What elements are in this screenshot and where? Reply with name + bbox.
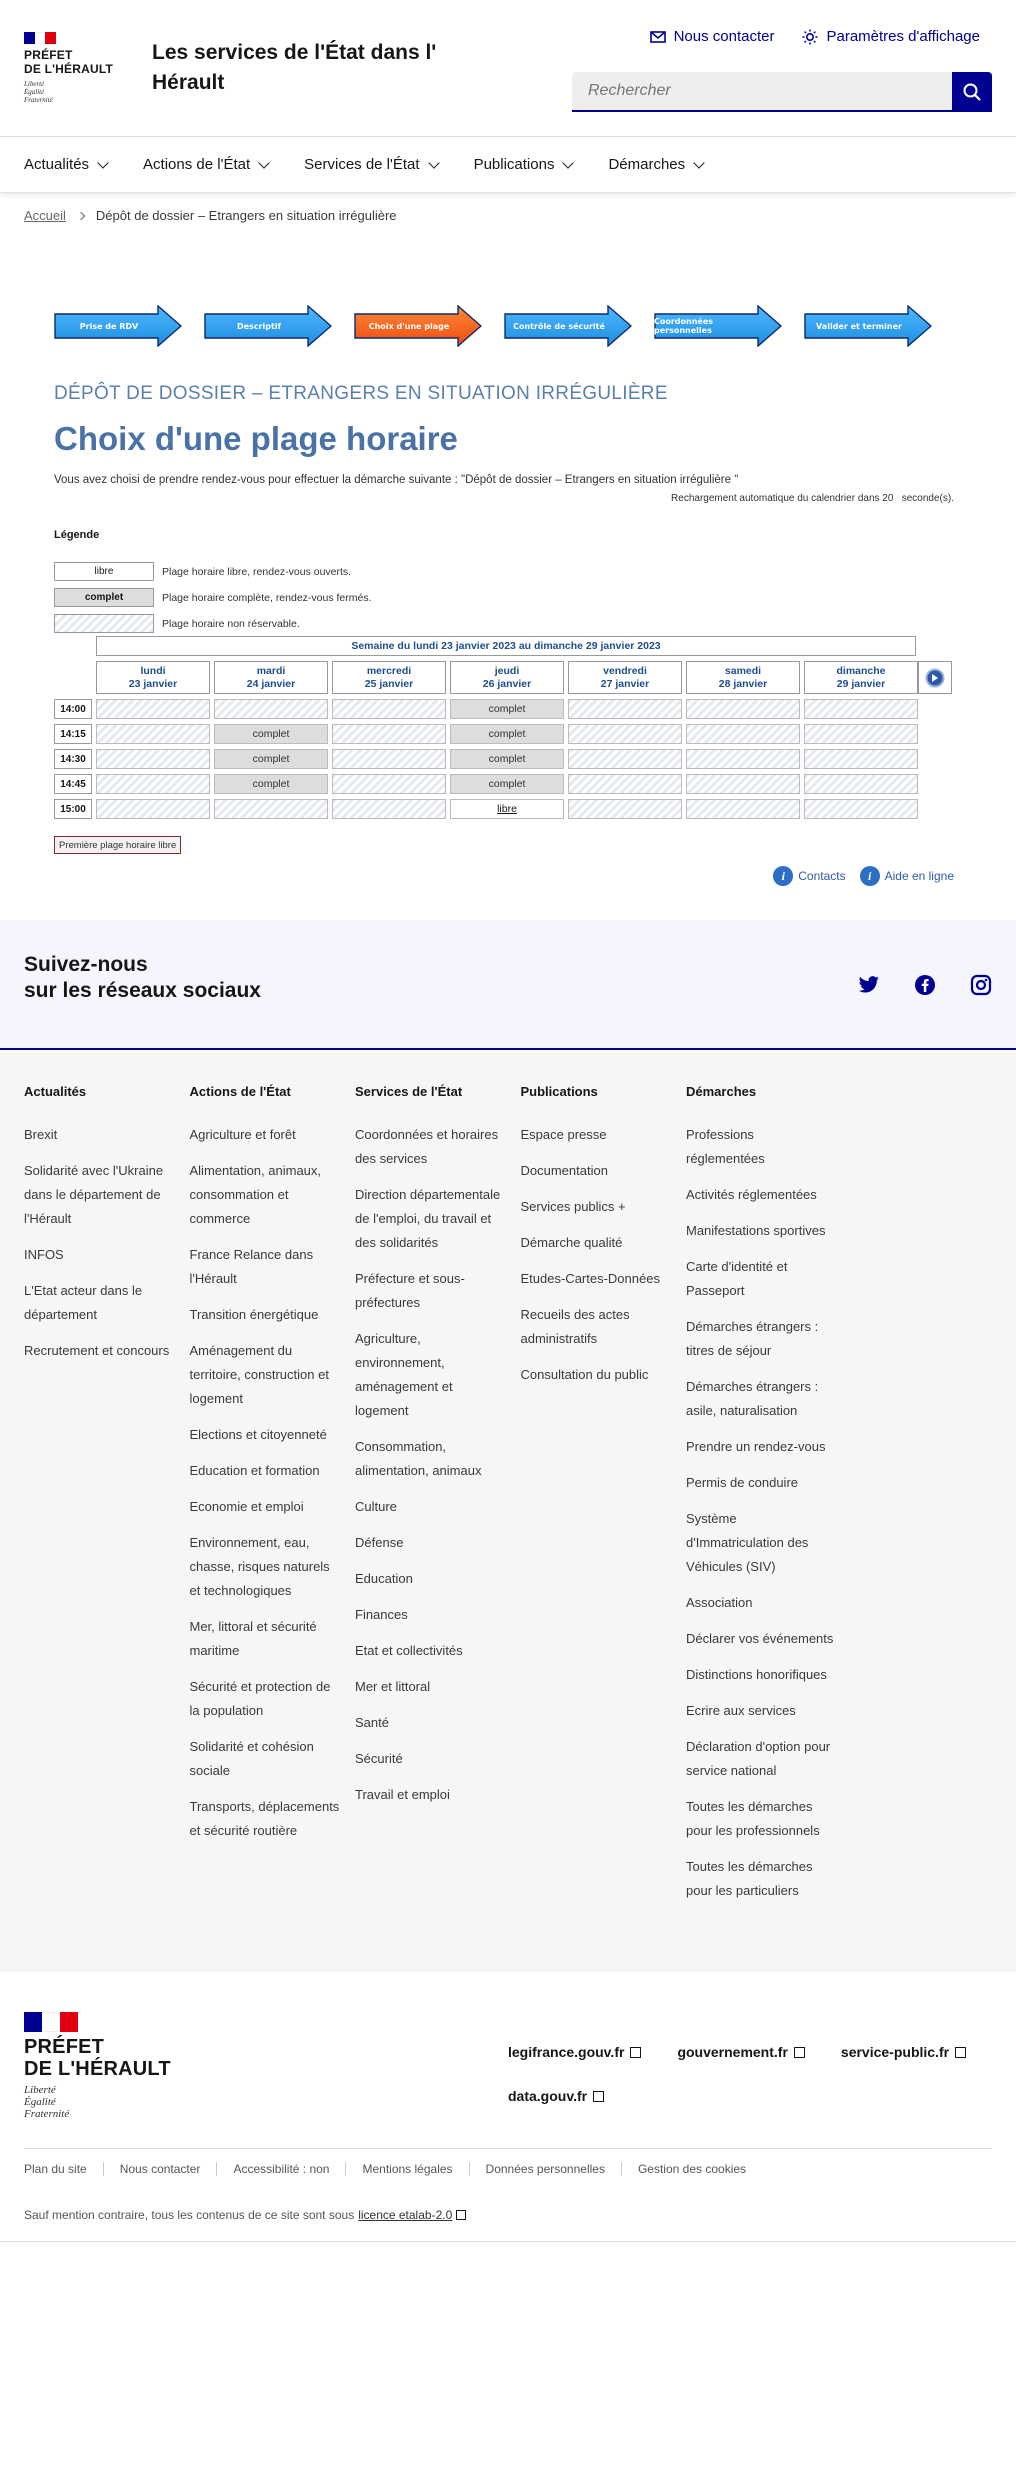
footer-link[interactable]: Solidarité et cohésion sociale — [189, 1739, 314, 1778]
slot-unavailable — [686, 749, 800, 769]
footer-link[interactable]: Système d'Immatriculation des Véhicules (SIV) — [686, 1511, 809, 1574]
mail-icon — [650, 30, 666, 44]
external-link-label: legifrance.gouv.fr — [508, 2044, 625, 2060]
nav-item-0[interactable] — [24, 156, 107, 173]
day-date: 29 janvier — [836, 678, 886, 690]
footer-link[interactable]: Transports, déplacements et sécurité routière — [189, 1799, 340, 1838]
chevron-down-icon — [693, 157, 704, 168]
footer-link[interactable]: Coordonnées et horaires des services — [355, 1127, 499, 1166]
footer-link[interactable]: Manifestations sportives — [686, 1223, 826, 1238]
chevron-down-icon — [258, 157, 269, 168]
main-nav — [0, 137, 1016, 193]
footer-bottom-link[interactable]: Données personnelles — [469, 2162, 621, 2176]
external-link-icon — [955, 2047, 966, 2058]
footer-link[interactable]: Transition énergétique — [189, 1307, 319, 1322]
prefet-logo[interactable] — [24, 32, 120, 104]
intro-text: Vous avez choisi de prendre rendez-vous pour effectuer la démarche suivante : "Dépôt de dossier – Etrangers en situation irrégulière " — [54, 474, 739, 486]
external-link-label: service-public.fr — [840, 2044, 950, 2060]
slot-unavailable — [568, 724, 682, 744]
online-help-link[interactable] — [860, 866, 954, 886]
time-label: 14:45 — [54, 774, 92, 794]
footer-link[interactable]: Mer et littoral — [355, 1679, 431, 1694]
footer-column-title: Actualités — [24, 1084, 87, 1099]
day-name: mercredi — [366, 665, 412, 677]
nav-item-1[interactable] — [143, 156, 268, 173]
footer-link-list — [686, 1123, 836, 1903]
sun-icon — [802, 29, 818, 45]
nav-item-4[interactable] — [608, 156, 703, 173]
slot-unavailable — [214, 799, 328, 819]
footer-link[interactable]: Démarches étrangers : titres de séjour — [686, 1319, 819, 1358]
footer-link-list — [355, 1123, 505, 1807]
legend-box-free: libre — [54, 562, 154, 581]
footer-divider — [24, 2148, 992, 2149]
chevron-right-icon — [77, 211, 85, 219]
step-4 — [504, 305, 632, 347]
license-notice — [24, 2208, 466, 2222]
footer-link[interactable]: Environnement, eau, chasse, risques naturels et technologiques — [189, 1535, 330, 1598]
step-label: Prise de RDV — [79, 321, 139, 331]
twitter-icon[interactable] — [858, 974, 880, 996]
footer-link[interactable]: Recrutement et concours — [24, 1343, 170, 1358]
logo-title: PRÉFET DE L'HÉRAULT — [24, 48, 114, 76]
slot-unavailable — [332, 699, 446, 719]
day-header-dimanche — [804, 661, 918, 694]
day-header-samedi — [686, 661, 800, 694]
slot-unavailable — [96, 774, 210, 794]
footer-link[interactable]: Brexit — [24, 1127, 58, 1142]
slot-unavailable — [96, 724, 210, 744]
footer-link[interactable]: Toutes les démarches pour les particuliers — [686, 1859, 813, 1898]
republic-flag-icon — [24, 2012, 78, 2032]
footer-column-0 — [24, 1084, 174, 1375]
slot-unavailable — [686, 774, 800, 794]
slot-unavailable — [804, 724, 918, 744]
footer-bottom-link[interactable]: Mentions légales — [345, 2162, 468, 2176]
legend-row-hatch — [54, 614, 372, 633]
license-link[interactable]: licence etalab-2.0 — [358, 2208, 453, 2222]
time-label: 14:30 — [54, 749, 92, 769]
step-label: Coordonnées personnelles — [654, 317, 714, 335]
slot-full: complet — [450, 699, 564, 719]
contacts-link[interactable] — [773, 866, 845, 886]
footer-link[interactable]: Association — [686, 1595, 753, 1610]
search-bar — [572, 72, 992, 112]
site-footer — [0, 1972, 1016, 2242]
reload-notice: Rechargement automatique du calendrier dans 20 seconde(s). — [671, 493, 954, 504]
display-settings-button[interactable] — [802, 28, 980, 45]
step-5 — [654, 305, 782, 347]
breadcrumb-home[interactable]: Accueil — [24, 208, 66, 223]
footer-link[interactable]: Démarche qualité — [520, 1235, 623, 1250]
footer-link[interactable]: Education — [355, 1571, 413, 1586]
footer-nav — [0, 1052, 1016, 1972]
slot-full: complet — [214, 724, 328, 744]
day-header-jeudi — [450, 661, 564, 694]
external-link-icon — [630, 2047, 641, 2058]
footer-link[interactable]: Documentation — [520, 1163, 608, 1178]
day-name: mardi — [256, 665, 286, 677]
footer-link[interactable]: Démarches étrangers : asile, naturalisation — [686, 1379, 819, 1418]
time-label: 15:00 — [54, 799, 92, 819]
footer-link[interactable]: Toutes les démarches pour les professionnels — [686, 1799, 820, 1838]
footer-link[interactable]: Professions réglementées — [686, 1127, 765, 1166]
footer-column-3 — [521, 1084, 671, 1399]
nav-item-label: Services de l'État — [304, 156, 420, 173]
slot-unavailable — [804, 749, 918, 769]
slot-unavailable — [214, 699, 328, 719]
footer-link-list — [190, 1123, 340, 1843]
footer-link[interactable]: Déclarer vos événements — [686, 1631, 834, 1646]
step-label: Valider et terminer — [816, 321, 902, 331]
footer-link[interactable]: L'Etat acteur dans le département — [24, 1283, 143, 1322]
step-label: Choix d'une plage — [368, 321, 450, 331]
day-name: jeudi — [494, 665, 520, 677]
slot-unavailable — [332, 749, 446, 769]
external-link-label: gouvernement.fr — [677, 2044, 788, 2060]
footer-link[interactable]: Santé — [355, 1715, 389, 1730]
slot-unavailable — [332, 799, 446, 819]
footer-link[interactable]: Mer, littoral et sécurité maritime — [189, 1619, 317, 1658]
slot-full: complet — [450, 749, 564, 769]
chevron-down-icon — [428, 157, 439, 168]
footer-link[interactable]: Prendre un rendez-vous — [686, 1439, 826, 1454]
legend-title: Légende — [54, 529, 100, 541]
day-name: samedi — [724, 665, 762, 677]
footer-link[interactable]: Etat et collectivités — [355, 1643, 463, 1658]
page-title: Choix d'une plage horaire — [54, 420, 458, 457]
nav-item-label: Actualités — [24, 156, 90, 173]
external-link-icon — [456, 2210, 466, 2220]
footer-link[interactable]: Agriculture, environnement, aménagement et logement — [355, 1331, 453, 1418]
page-subtitle: DÉPÔT DE DOSSIER – ETRANGERS EN SITUATION IRRÉGULIÈRE — [54, 383, 668, 404]
footer-link[interactable]: Sécurité et protection de la population — [189, 1679, 331, 1718]
slot-unavailable — [568, 749, 682, 769]
republic-flag-icon — [24, 32, 56, 44]
footer-link[interactable]: Consultation du public — [520, 1367, 649, 1382]
footer-bottom-link[interactable]: Gestion des cookies — [621, 2162, 762, 2176]
slot-unavailable — [332, 724, 446, 744]
instagram-icon[interactable] — [970, 974, 992, 996]
footer-column-title: Démarches — [686, 1084, 757, 1099]
legend-text: Plage horaire complète, rendez-vous fermés. — [162, 591, 372, 604]
step-2 — [204, 305, 332, 347]
legend-box-hatch — [54, 614, 154, 633]
legend — [54, 562, 372, 640]
search-button[interactable] — [952, 72, 992, 112]
day-name: lundi — [140, 665, 166, 677]
footer-column-title: Services de l'État — [355, 1084, 463, 1099]
chevron-down-icon — [97, 157, 108, 168]
footer-link[interactable]: France Relance dans l'Hérault — [189, 1247, 314, 1286]
footer-link[interactable]: Culture — [355, 1499, 397, 1514]
time-label: 14:00 — [54, 699, 92, 719]
slot-full: complet — [450, 724, 564, 744]
footer-link[interactable]: Ecrire aux services — [686, 1703, 796, 1718]
slot-unavailable — [568, 699, 682, 719]
slot-unavailable — [568, 774, 682, 794]
day-date: 26 janvier — [482, 678, 532, 690]
external-link[interactable] — [841, 2044, 966, 2060]
day-name: dimanche — [836, 665, 886, 677]
external-link-label: data.gouv.fr — [508, 2088, 588, 2104]
step-label: Descriptif — [236, 321, 282, 331]
slot-full: complet — [450, 774, 564, 794]
info-icon: i — [860, 866, 880, 886]
slot-free[interactable]: libre — [450, 799, 564, 819]
day-header-mardi — [214, 661, 328, 694]
social-section — [0, 920, 1016, 1050]
slot-unavailable — [568, 799, 682, 819]
footer-link[interactable]: Elections et citoyenneté — [189, 1427, 327, 1442]
week-label: Semaine du lundi 23 janvier 2023 au dimanche 29 janvier 2023 — [96, 636, 916, 656]
footer-link[interactable]: Activités réglementées — [686, 1187, 817, 1202]
site-title[interactable]: Les services de l'État dans l' Hérault — [152, 41, 437, 94]
legend-text: Plage horaire libre, rendez-vous ouverts. — [162, 565, 352, 578]
slot-full: complet — [214, 749, 328, 769]
external-link[interactable] — [677, 2044, 804, 2060]
slot-full: complet — [214, 774, 328, 794]
day-date: 28 janvier — [718, 678, 768, 690]
slot-unavailable — [96, 799, 210, 819]
footer-link[interactable]: Agriculture et forêt — [189, 1127, 296, 1142]
slot-unavailable — [332, 774, 446, 794]
external-link-icon — [794, 2047, 805, 2058]
search-input[interactable] — [572, 72, 952, 112]
footer-link[interactable]: INFOS — [24, 1247, 64, 1262]
legend-row-full — [54, 588, 372, 607]
footer-link[interactable]: Déclaration d'option pour service national — [686, 1739, 831, 1778]
online-help-label: Aide en ligne — [884, 869, 954, 883]
footer-link[interactable]: Economie et emploi — [189, 1499, 304, 1514]
day-date: 27 janvier — [600, 678, 650, 690]
slot-unavailable — [804, 699, 918, 719]
nav-item-label: Publications — [473, 156, 555, 173]
footer-link[interactable]: Direction départementale de l'emploi, du travail et des solidarités — [355, 1187, 501, 1250]
step-1 — [54, 305, 182, 347]
legend-row-free — [54, 562, 372, 581]
step-3 — [354, 305, 482, 347]
chevron-down-icon — [563, 157, 574, 168]
footer-link[interactable]: Services publics + — [520, 1199, 626, 1214]
footer-link[interactable]: Aménagement du territoire, construction et logement — [189, 1343, 329, 1406]
footer-link[interactable]: Recueils des actes administratifs — [520, 1307, 630, 1346]
day-header-mercredi — [332, 661, 446, 694]
first-free-slot-button[interactable]: Première plage horaire libre — [54, 836, 181, 854]
legend-box-full: complet — [54, 588, 154, 607]
footer-column-title: Publications — [520, 1084, 598, 1099]
footer-column-2 — [355, 1084, 505, 1819]
footer-link[interactable]: Espace presse — [520, 1127, 607, 1142]
info-icon: i — [773, 866, 793, 886]
footer-column-title: Actions de l'État — [189, 1084, 291, 1099]
day-date: 24 janvier — [246, 678, 296, 690]
day-header-lundi — [96, 661, 210, 694]
slot-unavailable — [804, 774, 918, 794]
slot-unavailable — [96, 699, 210, 719]
next-week-button[interactable] — [918, 661, 952, 694]
nav-item-2[interactable] — [304, 156, 437, 173]
external-links — [508, 2044, 998, 2104]
contacts-label: Contacts — [798, 869, 846, 883]
day-header-vendredi — [568, 661, 682, 694]
footer-column-1 — [190, 1084, 340, 1855]
step-6 — [804, 305, 932, 347]
footer-column-4 — [686, 1084, 836, 1915]
day-name: vendredi — [603, 665, 647, 677]
footer-bottom-link[interactable]: Nous contacter — [103, 2162, 217, 2176]
nav-item-3[interactable] — [474, 156, 573, 173]
process-steps — [54, 305, 932, 347]
day-date: 23 janvier — [128, 678, 178, 690]
footer-link[interactable]: Sécurité — [355, 1751, 403, 1766]
footer-link[interactable]: Permis de conduire — [686, 1475, 798, 1490]
display-settings-label: Paramètres d'affichage — [826, 28, 980, 45]
day-date: 25 janvier — [364, 678, 414, 690]
slot-unavailable — [686, 799, 800, 819]
external-link-icon — [593, 2091, 604, 2102]
footer-link[interactable]: Défense — [355, 1535, 404, 1550]
slot-unavailable — [804, 799, 918, 819]
footer-bottom-link[interactable]: Plan du site — [24, 2162, 87, 2176]
legend-text: Plage horaire non réservable. — [162, 617, 300, 630]
arrow-right-icon — [925, 668, 945, 688]
footer-bottom-links — [24, 2162, 762, 2176]
step-label: Contrôle de sécurité — [513, 321, 605, 331]
breadcrumb-current: Dépôt de dossier – Etrangers en situation irrégulière — [95, 208, 397, 223]
slot-unavailable — [96, 749, 210, 769]
footer-link[interactable]: Carte d'identité et Passeport — [686, 1259, 788, 1298]
footer-link[interactable]: Solidarité avec l'Ukraine dans le département de l'Hérault — [24, 1163, 164, 1226]
footer-bottom-link[interactable]: Accessibilité : non — [216, 2162, 345, 2176]
slot-unavailable — [686, 699, 800, 719]
footer-link[interactable]: Travail et emploi — [355, 1787, 450, 1802]
contact-link[interactable] — [650, 28, 775, 45]
footer-link[interactable]: Alimentation, animaux, consommation et commerce — [189, 1163, 322, 1226]
nav-item-label: Actions de l'État — [143, 156, 251, 173]
footer-link-list — [521, 1123, 671, 1387]
footer-logo[interactable] — [24, 2012, 171, 2120]
facebook-icon[interactable] — [914, 974, 936, 996]
nav-item-label: Démarches — [608, 156, 686, 173]
logo-motto: Liberté Égalité Fraternité — [24, 80, 53, 104]
footer-logo-title: PRÉFET DE L'HÉRAULT — [24, 2036, 171, 2080]
time-label: 14:15 — [54, 724, 92, 744]
search-icon — [962, 82, 982, 102]
footer-link[interactable]: Education et formation — [189, 1463, 320, 1478]
footer-link[interactable]: Consommation, alimentation, animaux — [355, 1439, 482, 1478]
social-title: Suivez-nous sur les réseaux sociaux — [24, 953, 261, 1002]
external-link[interactable] — [508, 2044, 641, 2060]
footer-link[interactable]: Etudes-Cartes-Données — [520, 1271, 660, 1286]
license-prefix: Sauf mention contraire, tous les contenus de ce site sont sous — [24, 2208, 355, 2222]
footer-link[interactable]: Distinctions honorifiques — [686, 1667, 827, 1682]
contact-label: Nous contacter — [673, 28, 775, 45]
help-links — [773, 866, 954, 886]
footer-link[interactable]: Finances — [355, 1607, 408, 1622]
footer-logo-motto: Liberté Égalité Fraternité — [24, 2084, 70, 2120]
slot-unavailable — [686, 724, 800, 744]
breadcrumb — [24, 208, 397, 223]
external-link[interactable] — [508, 2088, 604, 2104]
site-header — [0, 0, 1016, 137]
footer-link[interactable]: Préfecture et sous-préfectures — [355, 1271, 465, 1310]
footer-link-list — [24, 1123, 174, 1363]
